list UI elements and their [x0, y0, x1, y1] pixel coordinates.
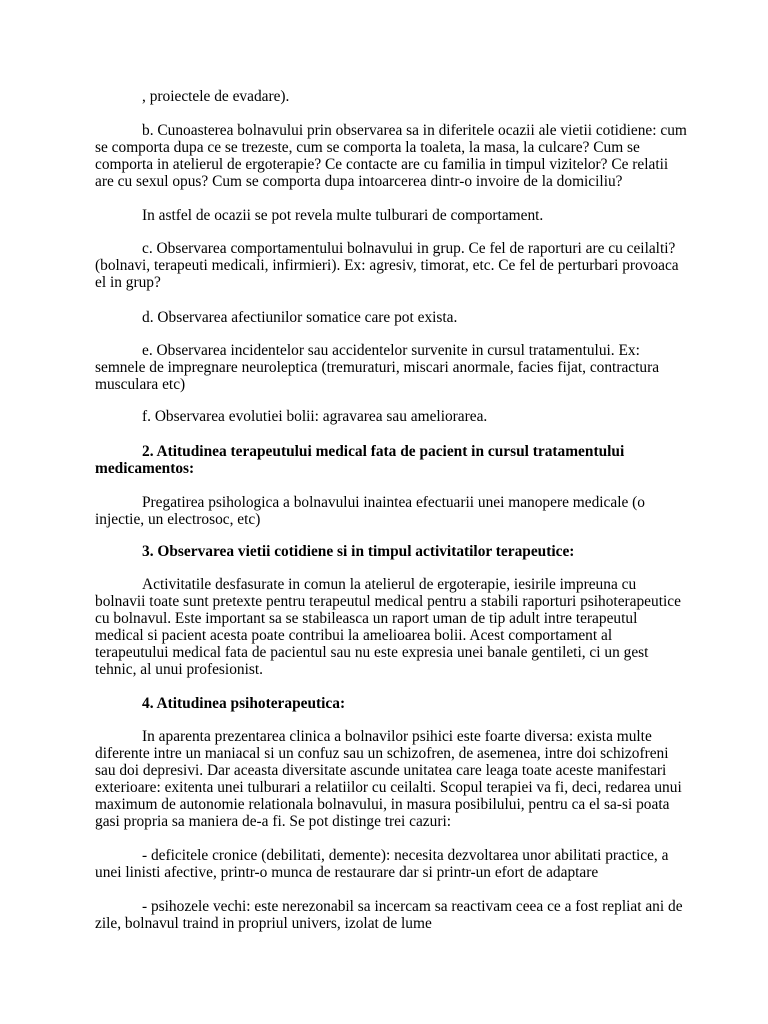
paragraph-aparenta: In aparenta prezentarea clinica a bolnavilor psihici este foarte diversa: exista multe diferente intre un maniacal si un confuz sau un schizofren, de asemenea, intre doi schizofreni sau doi depresivi. Dar aceasta diversitate ascunde unitatea care leaga toate aceste manifestari exterioare: exitenta unei tulburari a relatiilor cu ceilalti. Scopul terapiei va fi, deci, redarea unui maximum de autonomie relationala bolnavului, in masura posibilului, pentru ca el sa-si poata gasi propria sa maniera de-a fi. Se pot distinge trei cazuri:: [95, 728, 682, 830]
paragraph-evadare: , proiectele de evadare).: [142, 88, 290, 105]
paragraph-activitatile: Activitatile desfasurate in comun la atelierul de ergoterapie, iesirile impreuna cu bolnavii toate sunt pretexte pentru terapeutul medical pentru a stabili raporturi psihoterapeutice cu bolnavul. Este important sa se stabileasca un raport uman de tip adult intre terapeutul medical si pacient acesta poate contribui la amelioarea bolii. Acest comportament al terapeutului medical fata de pacientul sau nu este expresia unei banale gentileti, ci un gest tehnic, al unui profesionist.: [95, 576, 681, 678]
paragraph-b-cunoasterea: b. Cunoasterea bolnavului prin observarea sa in diferitele ocazii ale vietii cotidiene: cum se comporta dupa ce se trezeste, cum se comporta la toaleta, la masa, la culcare? Cum se comporta in atelierul de ergoterapie? Ce contacte are cu familia in timpul vizitelor? Ce relatii are cu sexul opus? Cum se comporta dupa intoarcerea dintr-o invoire de la domiciliu?: [95, 122, 687, 190]
paragraph-d-somatice: d. Observarea afectiunilor somatice care pot exista.: [142, 309, 458, 326]
paragraph-e-incidente: e. Observarea incidentelor sau accidentelor survenite in cursul tratamentului. Ex: semnele de impregnare neuroleptica (tremuraturi, miscari anormale, facies fijat, contractura musculara etc): [95, 342, 660, 393]
paragraph-f-evolutie: f. Observarea evolutiei bolii: agravarea sau ameliorarea.: [142, 408, 488, 425]
paragraph-deficite-cronice: - deficitele cronice (debilitati, demente): necesita dezvoltarea unor abilitati practice, a unei linisti afective, printr-o munca de restaurare dar si printr-un efort de adaptare: [95, 847, 669, 881]
heading-3-observarea-vietii: 3. Observarea vietii cotidiene si in timpul activitatilor terapeutice:: [142, 543, 575, 560]
heading-4-atitudinea-psihoterapeutica: 4. Atitudinea psihoterapeutica:: [142, 695, 346, 712]
paragraph-pregatirea: Pregatirea psihologica a bolnavului inaintea efectuarii unei manopere medicale (o injectie, un electrosoc, etc): [95, 494, 645, 528]
paragraph-psihozele-vechi: - psihozele vechi: este nerezonabil sa incercam sa reactivam ceea ce a fost repliat ani de zile, bolnavul traind in propriul univers, izolat de lume: [95, 898, 683, 932]
paragraph-c-grup: c. Observarea comportamentului bolnavului in grup. Ce fel de raporturi are cu ceilalti? (bolnavi, terapeuti medicali, infirmieri). Ex: agresiv, timorat, etc. Ce fel de perturbari provoaca el in grup?: [95, 240, 679, 291]
heading-2-atitudinea-terapeutului: 2. Atitudinea terapeutului medical fata de pacient in cursul tratamentului medicamentos:: [95, 443, 625, 477]
paragraph-ocazii: In astfel de ocazii se pot revela multe tulburari de comportament.: [142, 207, 544, 224]
